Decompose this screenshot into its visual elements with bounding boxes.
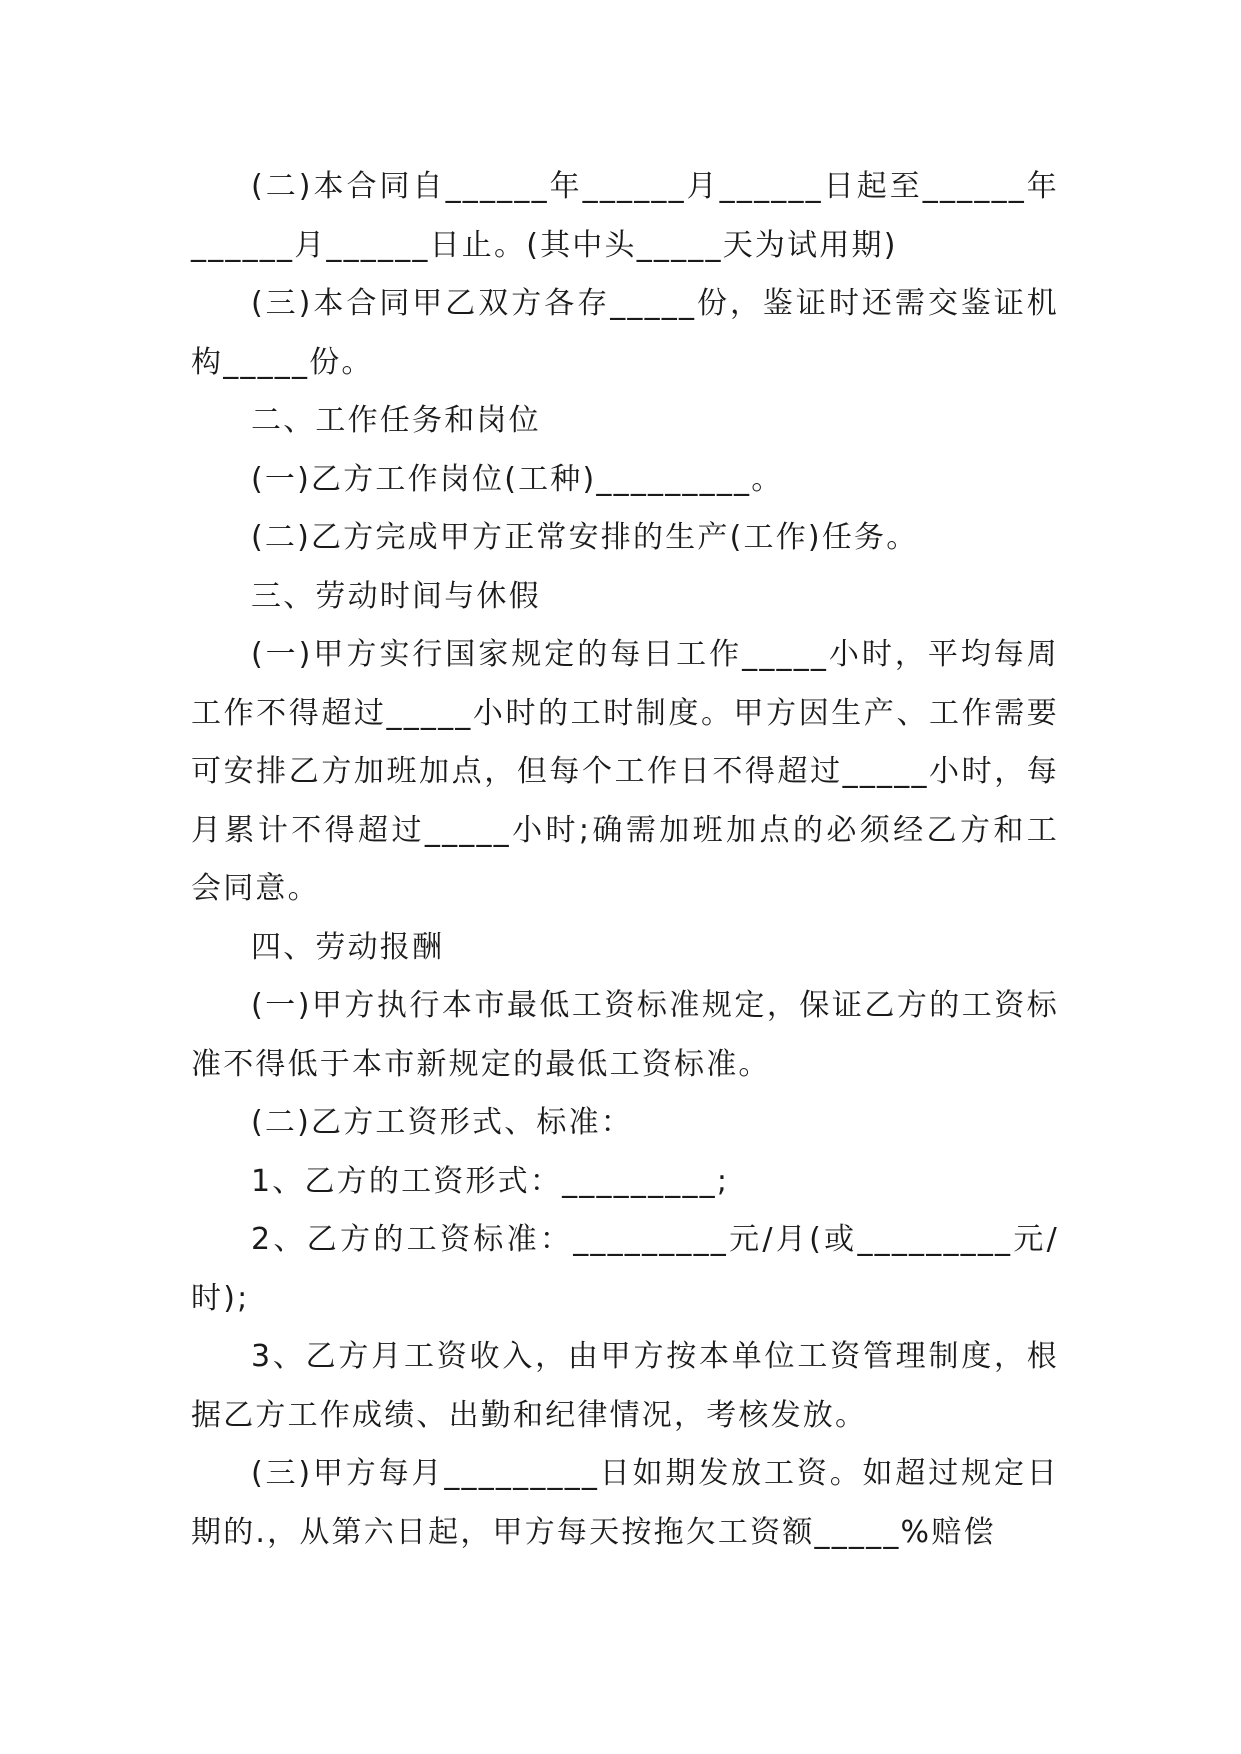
section-heading-remuneration: 四、劳动报酬 (251, 929, 445, 965)
payment-date-clause: (三)甲方每月_________日如期发放工资。如超过规定日期的.，从第六日起，甲方每天按拖欠工资额_____%赔偿 (191, 1456, 1059, 1550)
section-heading-working-hours: 三、劳动时间与休假 (251, 578, 541, 614)
document-body (191, 158, 1059, 1562)
wage-form-item: 1、乙方的工资形式：_________; (251, 1163, 730, 1199)
monthly-income-item: 3、乙方月工资收入，由甲方按本单位工资管理制度，根据乙方工作成绩、出勤和纪律情况，考核发放。 (191, 1339, 1059, 1433)
work-assignment-clause: (二)乙方完成甲方正常安排的生产(工作)任务。 (251, 520, 919, 555)
contract-term-clause: (二)本合同自______年______月______日起至______年______月______日止。(其中头_____天为试用期) (191, 169, 1059, 263)
contract-copies-clause: (三)本合同甲乙双方各存_____份，鉴证时还需交鉴证机构_____份。 (191, 286, 1059, 380)
wage-standard-item: 2、乙方的工资标准：_________元/月(或_________元/时); (191, 1222, 1059, 1316)
working-hours-clause: (一)甲方实行国家规定的每日工作_____小时，平均每周工作不得超过_____小时的工时制度。甲方因生产、工作需要可安排乙方加班加点，但每个工作日不得超过_____小时，每月累计不得超过_____小时;确需加班加点的必须经乙方和工会同意。 (191, 637, 1059, 906)
wage-form-heading: (二)乙方工资形式、标准： (251, 1105, 634, 1140)
minimum-wage-clause: (一)甲方执行本市最低工资标准规定，保证乙方的工资标准不得低于本市新规定的最低工资标准。 (191, 988, 1059, 1082)
work-position-clause: (一)乙方工作岗位(工种)_________。 (251, 461, 784, 497)
section-heading-work-tasks: 二、工作任务和岗位 (251, 403, 541, 438)
